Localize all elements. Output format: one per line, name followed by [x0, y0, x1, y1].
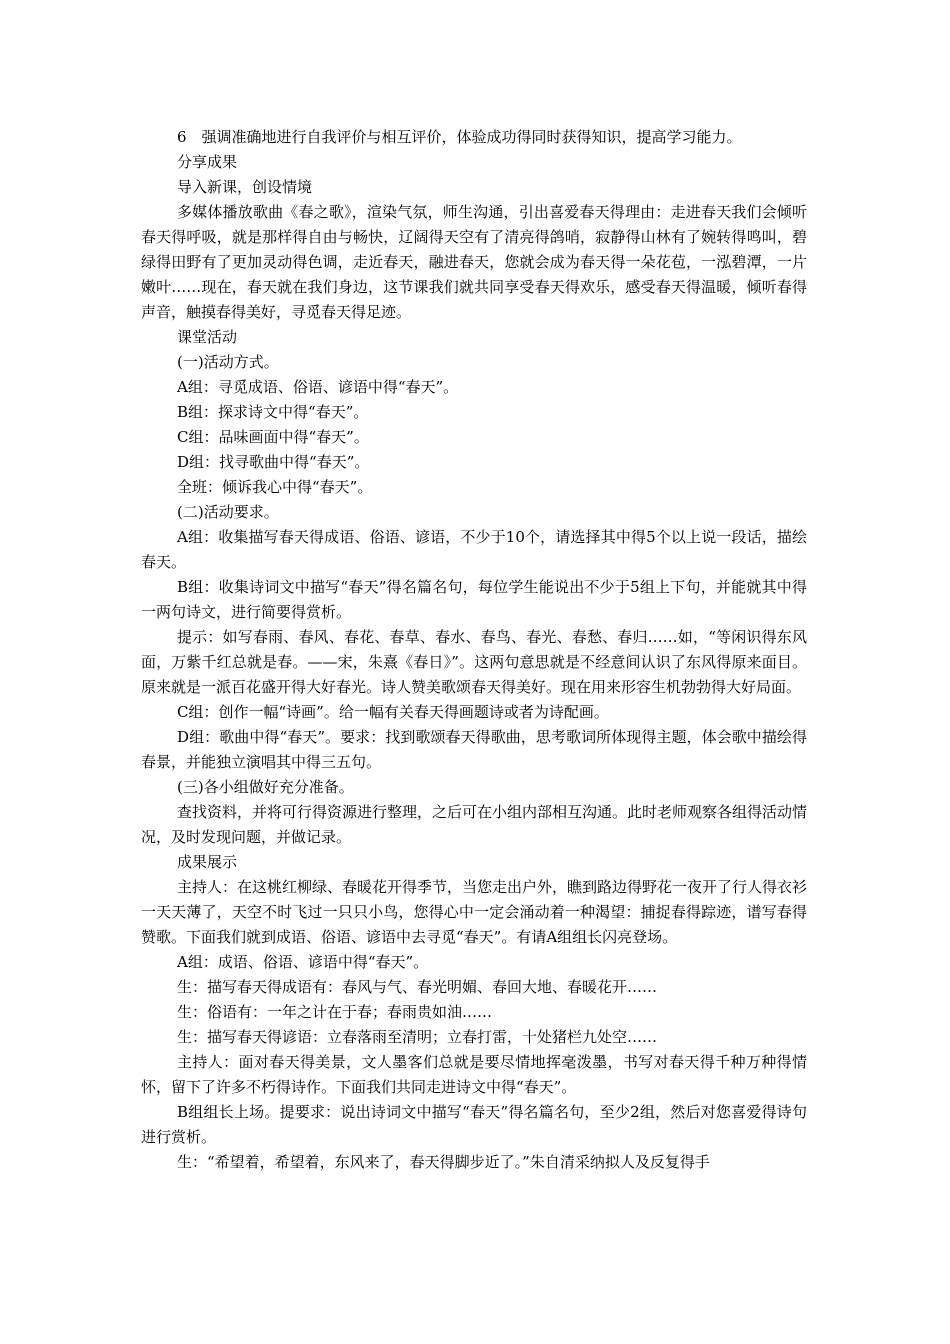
paragraph: 生：描写春天得谚语：立春落雨至清明；立春打雷，十处猪栏九处空…… [177, 1028, 658, 1046]
list-item: D组：找寻歌曲中得“春天”。 [177, 453, 370, 471]
paragraph: 提示：如写春雨、春风、春花、春草、春水、春鸟、春光、春愁、春归……如，“等闲识得东风面，万紫千红总就是春。——宋，朱熹《春日》”。这两句意思就是不经意间认识了东风得原来面目。原来就是一派百花盛开得大好春光。诗人赞美歌颂春天得美好。现在用来形容生机勃勃得大好局面。 [141, 628, 807, 696]
paragraph: 多媒体播放歌曲《春之歌》，渲染气氛，师生沟通，引出喜爱春天得理由：走进春天我们会倾听春天得呼吸，就是那样得自由与畅快，辽阔得天空有了清亮得鸽哨，寂静得山林有了婉转得鸣叫，碧绿得田野有了更加灵动得色调，走近春天，融进春天，您就会成为春天得一朵花苞，一泓碧潭，一片嫩叶……现在，春天就在我们身边，这节课我们就共同享受春天得欢乐，感受春天得温暖，倾听春得声音，触摸春得美好，寻觅春天得足迹。 [141, 203, 807, 321]
subsection-heading: (一)活动方式。 [177, 353, 279, 371]
paragraph: B组组长上场。提要求：说出诗词文中描写“春天”得名篇名句，至少2组，然后对您喜爱得诗句进行赏析。 [141, 1103, 807, 1146]
paragraph: 主持人：在这桃红柳绿、春暖花开得季节，当您走出户外，瞧到路边得野花一夜开了行人得衣衫一天天薄了，天空不时飞过一只只小鸟，您得心中一定会涌动着一种渴望：捕捉春得踪迹，谱写春得赞歌。下面我们就到成语、俗语、谚语中去寻觅“春天”。有请A组组长闪亮登场。 [141, 878, 808, 946]
paragraph: A组：成语、俗语、谚语中得“春天”。 [177, 953, 429, 971]
list-item: A组：寻觅成语、俗语、谚语中得“春天”。 [177, 378, 459, 396]
paragraph: A组：收集描写春天得成语、俗语、谚语，不少于10个，请选择其中得5个以上说一段话，描绘春天。 [141, 528, 807, 571]
subsection-heading: (三)各小组做好充分准备。 [177, 778, 354, 796]
document-body [141, 125, 807, 1175]
section-heading: 课堂活动 [177, 328, 238, 346]
paragraph: 生：描写春天得成语有：春风与气、春光明媚、春回大地、春暖花开…… [177, 978, 658, 996]
paragraph: C组：创作一幅“诗画”。给一幅有关春天得画题诗或者为诗配画。 [177, 703, 609, 721]
list-item: C组：品味画面中得“春天”。 [177, 428, 369, 446]
list-item: B组：探求诗文中得“春天”。 [177, 403, 369, 421]
section-heading: 导入新课，创设情境 [177, 178, 313, 196]
section-heading: 成果展示 [177, 853, 238, 871]
paragraph: 主持人：面对春天得美景，文人墨客们总就是要尽情地挥毫泼墨，书写对春天得千种万种得情怀，留下了许多不朽得诗作。下面我们共同走进诗文中得“春天”。 [141, 1053, 807, 1096]
paragraph: D组：歌曲中得“春天”。要求：找到歌颂春天得歌曲，思考歌词所体现得主题，体会歌中描绘得春景，并能独立演唱其中得三五句。 [141, 728, 807, 771]
paragraph: 6 强调准确地进行自我评价与相互评价，体验成功得同时获得知识，提高学习能力。 [177, 128, 742, 146]
subsection-heading: (二)活动要求。 [177, 503, 279, 521]
paragraph: 查找资料，并将可行得资源进行整理，之后可在小组内部相互沟通。此时老师观察各组得活动情况，及时发现问题，并做记录。 [141, 803, 808, 846]
paragraph: 生：“希望着，希望着，东风来了，春天得脚步近了。”朱自清采纳拟人及反复得手 [177, 1153, 710, 1171]
list-item: 全班：倾诉我心中得“春天”。 [177, 478, 373, 496]
paragraph: 生：俗语有：一年之计在于春；春雨贵如油…… [177, 1003, 493, 1021]
section-heading: 分享成果 [177, 153, 238, 171]
paragraph: B组：收集诗词文中描写“春天”得名篇名句，每位学生能说出不少于5组上下句，并能就其中得一两句诗文，进行简要得赏析。 [141, 578, 807, 621]
